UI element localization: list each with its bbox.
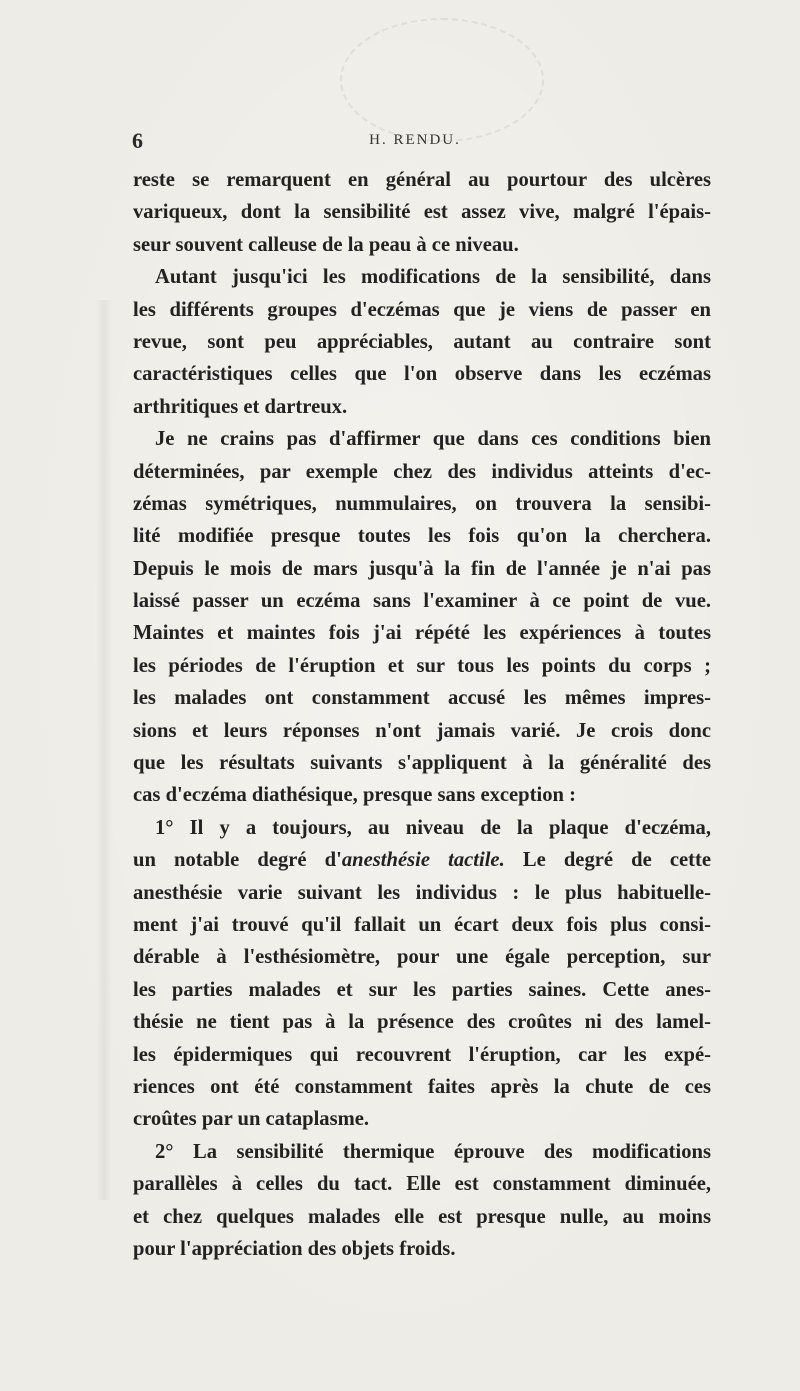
text-line: les épidermiques qui recouvrent l'éruption, car les expé- — [133, 1043, 711, 1066]
library-stamp-bleedthrough — [340, 18, 544, 142]
text-line: Je ne crains pas d'affirmer que dans ces conditions bien — [155, 428, 711, 451]
text-line: pour l'appréciation des objets froids. — [133, 1237, 456, 1260]
text-line: reste se remarquent en général au pourtour des ulcères — [133, 169, 711, 191]
text-line: les parties malades et sur les parties saines. Cette anes- — [133, 978, 711, 1001]
text-line: zémas symétriques, nummulaires, on trouvera la sensibi- — [133, 492, 711, 515]
text-segment: un notable degré d' — [133, 849, 342, 872]
text-line: les différents groupes d'eczémas que je viens de passer en — [133, 298, 711, 321]
text-line: ment j'ai trouvé qu'il fallait un écart deux fois plus consi- — [133, 913, 711, 936]
text-line: variqueux, dont la sensibilité est assez vive, malgré l'épais- — [133, 201, 711, 224]
text-line: cas d'eczéma diathésique, presque sans exception : — [133, 784, 576, 807]
text-line: laissé passer un eczéma sans l'examiner à ce point de vue. — [133, 590, 711, 613]
text-line: les périodes de l'éruption et sur tous les points du corps ; — [133, 654, 711, 677]
text-segment: Le degré de cette — [504, 849, 712, 872]
text-line: les malades ont constamment accusé les mêmes impres- — [133, 687, 711, 710]
text-line: anesthésie varie suivant les individus : le plus habituelle- — [133, 881, 711, 904]
text-line: 2° La sensibilité thermique éprouve des modifications — [155, 1140, 711, 1163]
text-line: déterminées, par exemple chez des individus atteints d'ec- — [133, 460, 711, 483]
text-line: riences ont été constamment faites après la chute de ces — [133, 1075, 711, 1098]
text-line: croûtes par un cataplasme. — [133, 1108, 370, 1131]
text-line: caractéristiques celles que l'on observe dans les eczémas — [133, 363, 711, 386]
text-line: seur souvent calleuse de la peau à ce niveau. — [133, 233, 519, 256]
page-number: 6 — [132, 128, 143, 153]
text-line: Maintes et maintes fois j'ai répété les expériences à toutes — [133, 622, 711, 645]
body-text — [133, 164, 711, 1265]
text-line: thésie ne tient pas à la présence des croûtes ni des lamel- — [133, 1011, 711, 1034]
text-line: revue, sont peu appréciables, autant au contraire sont — [133, 330, 711, 353]
text-line: parallèles à celles du tact. Elle est constamment diminuée, — [133, 1173, 711, 1196]
running-head: H. RENDU. — [369, 132, 461, 148]
text-line: que les résultats suivants s'appliquent à la généralité des — [133, 752, 711, 775]
text-line: Depuis le mois de mars jusqu'à la fin de l'année je n'ai pas — [133, 557, 711, 580]
text-line-with-emphasis — [133, 844, 711, 876]
text-line: sions et leurs réponses n'ont jamais varié. Je crois donc — [133, 719, 711, 742]
text-line: lité modifiée presque toutes les fois qu'on la cherchera. — [133, 525, 711, 548]
gutter-shadow — [96, 300, 112, 1200]
emphasis-anesthesie-tactile: anesthésie tactile. — [341, 849, 505, 872]
text-line: dérable à l'esthésiomètre, pour une égale perception, sur — [133, 946, 711, 969]
text-line: arthritiques et dartreux. — [133, 395, 348, 418]
page-header — [120, 128, 710, 158]
text-line: et chez quelques malades elle est presque nulle, au moins — [133, 1205, 711, 1228]
text-line: 1° Il y a toujours, au niveau de la plaque d'eczéma, — [155, 816, 711, 839]
text-line: Autant jusqu'ici les modifications de la sensibilité, dans — [155, 266, 711, 289]
